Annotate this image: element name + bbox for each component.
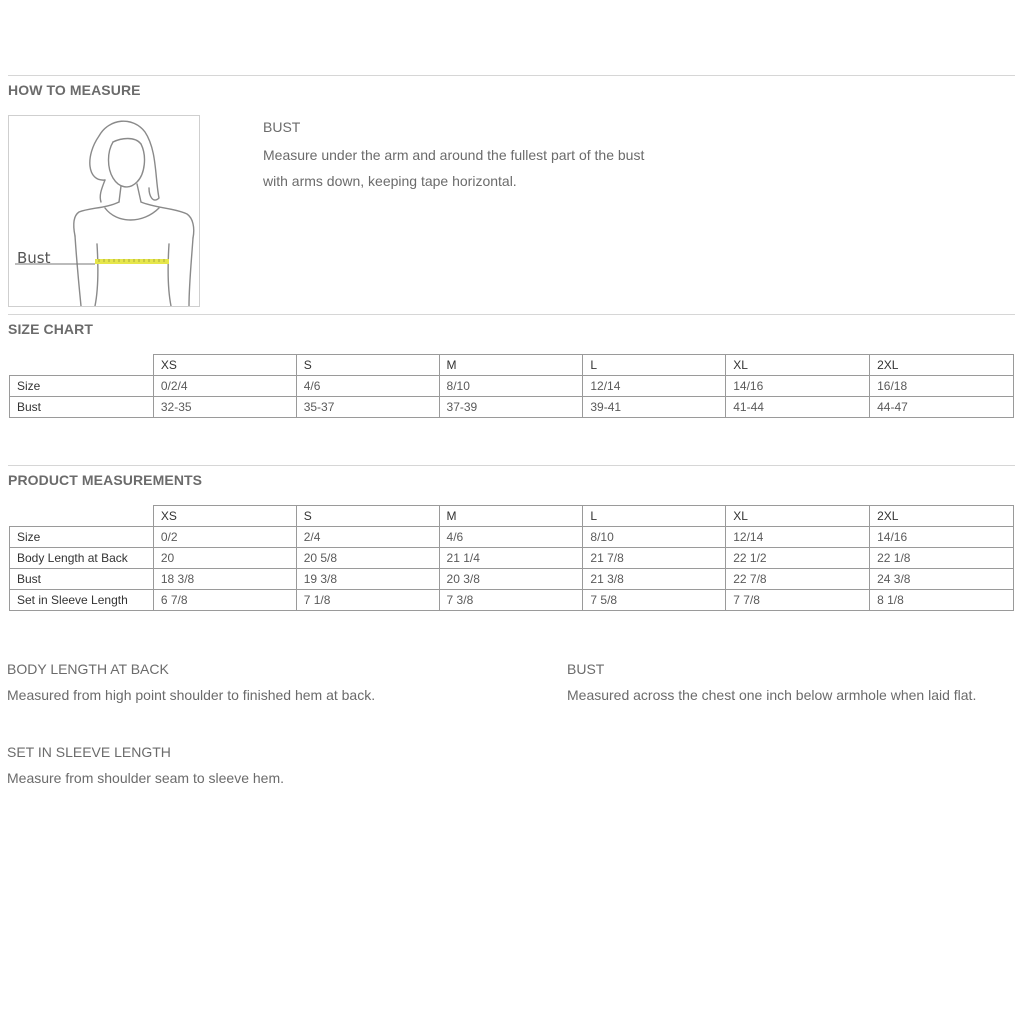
top-divider [8, 75, 1015, 76]
table-row [10, 376, 1014, 397]
bust-description-line-2: with arms down, keeping tape horizontal. [263, 173, 517, 189]
bust-definition [567, 661, 976, 703]
table-cell: 12/14 [583, 376, 726, 397]
table-cell: 14/16 [870, 527, 1014, 548]
table-cell: 37-39 [439, 397, 583, 418]
table-cell: 4/6 [296, 376, 439, 397]
table-cell: 2/4 [296, 527, 439, 548]
table-cell: 7 1/8 [296, 590, 439, 611]
table-cell: 21 3/8 [583, 569, 726, 590]
row-label: Body Length at Back [10, 548, 154, 569]
table-cell: 7 7/8 [726, 590, 870, 611]
row-label: Bust [10, 569, 154, 590]
bust-figure-label: Bust [17, 249, 51, 267]
table-cell: 32-35 [153, 397, 296, 418]
row-label: Set in Sleeve Length [10, 590, 154, 611]
table-cell: 18 3/8 [153, 569, 296, 590]
column-header: L [583, 355, 726, 376]
table-cell: 41-44 [726, 397, 870, 418]
row-label: Size [10, 376, 154, 397]
column-header: XL [726, 506, 870, 527]
header-blank-cell [10, 506, 154, 527]
bust-description [263, 142, 683, 194]
column-header: L [583, 506, 726, 527]
column-header: M [439, 506, 583, 527]
sleeve-length-definition [7, 744, 284, 786]
column-header: 2XL [870, 506, 1014, 527]
table-cell: 6 7/8 [153, 590, 296, 611]
table-cell: 0/2/4 [153, 376, 296, 397]
column-header: XL [726, 355, 870, 376]
body-outline-figure-icon [9, 116, 199, 306]
table-cell: 20 3/8 [439, 569, 583, 590]
column-header: M [439, 355, 583, 376]
table-cell: 21 7/8 [583, 548, 726, 569]
table-cell: 8/10 [439, 376, 583, 397]
table-cell: 4/6 [439, 527, 583, 548]
header-blank-cell [10, 355, 154, 376]
body-length-text: Measured from high point shoulder to finished hem at back. [7, 687, 376, 703]
size-chart-title: SIZE CHART [8, 321, 93, 337]
product-measurements-header-row [10, 506, 1014, 527]
table-cell: 8 1/8 [870, 590, 1014, 611]
table-row [10, 527, 1014, 548]
product-measurements-table [9, 505, 1014, 611]
bust-definition-heading: BUST [567, 661, 605, 677]
sleeve-length-text: Measure from shoulder seam to sleeve hem. [7, 770, 285, 786]
table-cell: 24 3/8 [870, 569, 1014, 590]
table-cell: 0/2 [153, 527, 296, 548]
table-cell: 16/18 [870, 376, 1014, 397]
sleeve-length-heading: SET IN SLEEVE LENGTH [7, 744, 171, 760]
size-chart-divider [8, 314, 1015, 315]
column-header: XS [153, 506, 296, 527]
row-label: Bust [10, 397, 154, 418]
row-label: Size [10, 527, 154, 548]
table-cell: 44-47 [870, 397, 1014, 418]
bust-measure-figure [8, 115, 200, 307]
table-row [10, 569, 1014, 590]
column-header: XS [153, 355, 296, 376]
table-cell: 7 3/8 [439, 590, 583, 611]
how-to-measure-title: HOW TO MEASURE [8, 82, 141, 98]
bust-definition-text: Measured across the chest one inch below armhole when laid flat. [567, 687, 977, 703]
bust-heading: BUST [263, 119, 301, 135]
table-cell: 21 1/4 [439, 548, 583, 569]
column-header: 2XL [870, 355, 1014, 376]
product-measurements-divider [8, 465, 1015, 466]
table-cell: 20 5/8 [296, 548, 439, 569]
table-cell: 22 1/8 [870, 548, 1014, 569]
size-chart-header-row [10, 355, 1014, 376]
table-cell: 12/14 [726, 527, 870, 548]
column-header: S [296, 506, 439, 527]
product-measurements-title: PRODUCT MEASUREMENTS [8, 472, 203, 488]
table-cell: 20 [153, 548, 296, 569]
column-header: S [296, 355, 439, 376]
table-cell: 39-41 [583, 397, 726, 418]
body-length-heading: BODY LENGTH AT BACK [7, 661, 169, 677]
measuring-tape-icon [95, 259, 169, 264]
bust-description-line-1: Measure under the arm and around the fullest part of the bust [263, 147, 645, 163]
table-cell: 35-37 [296, 397, 439, 418]
size-chart-table [9, 354, 1014, 418]
table-cell: 19 3/8 [296, 569, 439, 590]
table-cell: 7 5/8 [583, 590, 726, 611]
table-row [10, 548, 1014, 569]
table-cell: 22 1/2 [726, 548, 870, 569]
body-length-definition [7, 661, 375, 703]
table-cell: 22 7/8 [726, 569, 870, 590]
table-cell: 8/10 [583, 527, 726, 548]
table-cell: 14/16 [726, 376, 870, 397]
table-row [10, 397, 1014, 418]
table-row [10, 590, 1014, 611]
